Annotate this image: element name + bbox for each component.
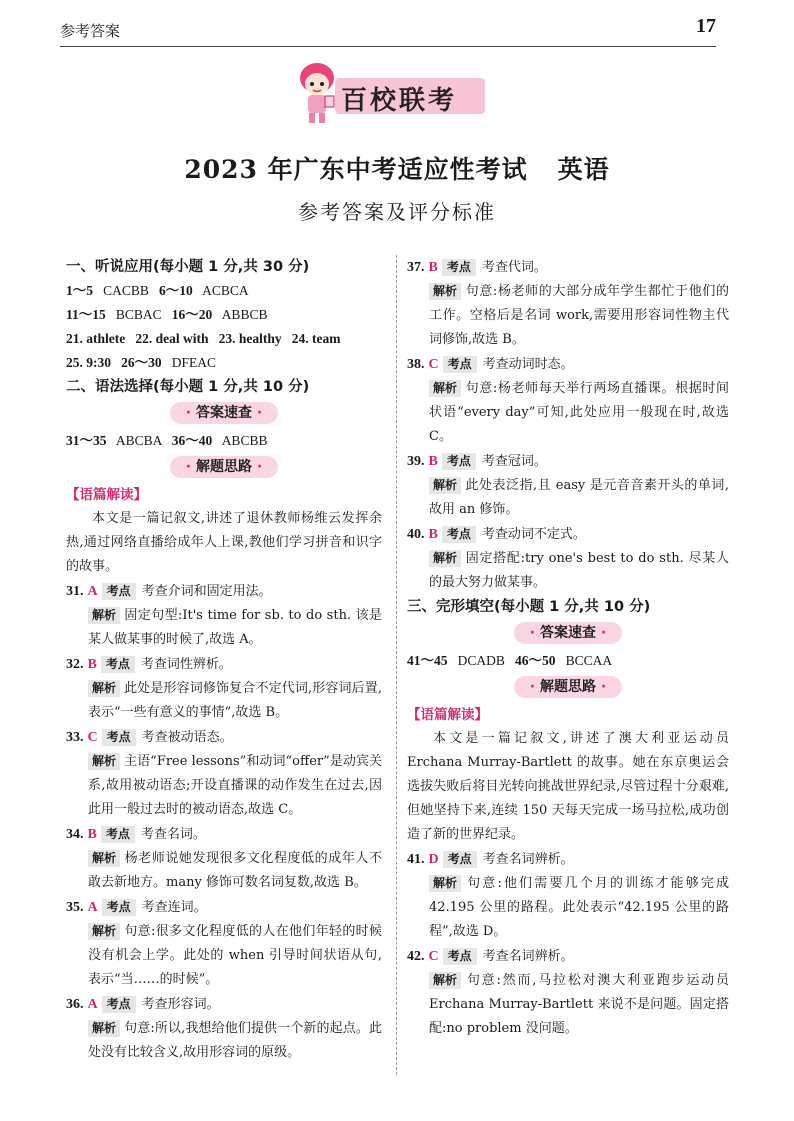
answers-pill-row [407, 622, 729, 646]
question-34: 34. B 考点 考查名词。 [66, 827, 206, 842]
question-36: 36. A 考点 考查形容词。 [66, 997, 220, 1012]
ideas-pill: · 解题思路 · [514, 676, 622, 698]
reading-paragraph: 本文是一篇记叙文,讲述了退休教师杨维云发挥余热,通过网络直播给成年人上课,教他们学习拼音和识字的故事。 [66, 511, 382, 574]
page-title [0, 150, 794, 186]
mascot-icon [295, 60, 341, 126]
reading-tag: 【语篇解读】 [66, 487, 147, 503]
explanation: 解析 固定句型:It's time for sb. to do sth. 该是某人做某事的时候了,故选 A。 [88, 608, 382, 647]
header-divider [60, 46, 716, 47]
question-38: 38. C 考点 考查动词时态。 [407, 357, 574, 372]
section-heading-listening: 一、听说应用(每小题 1 分,共 30 分) [66, 259, 310, 275]
explanation: 解析 杨老师说她发现很多文化程度低的成年人不敢去新地方。many 修饰可数名词复数,故选 B。 [88, 851, 382, 890]
question-41: 41. D 考点 考查名词辨析。 [407, 852, 574, 867]
answer-line: 11～15 BCBAC 16～20 ABBCB [66, 307, 268, 322]
explanation: 解析 主语“Free lessons”和动词“offer”是动宾关系,故用被动语态;开设直播课的动作发生在过去,因此用一般过去时的被动语态,故选 C。 [88, 754, 382, 817]
answer-line: 41～45 DCADB 46～50 BCCAA [407, 653, 613, 668]
reading-tag: 【语篇解读】 [407, 707, 488, 723]
page-subtitle: 参考答案及评分标准 [298, 200, 496, 224]
explanation: 解析 此处是形容词修饰复合不定代词,形容词后置,表示“一些有意义的事情”,故选 B。 [88, 681, 382, 720]
explanation: 解析 句意:很多文化程度低的人在他们年轻的时候没有机会上学。此处的 when 引导时间状语从句,表示“当……的时候”。 [88, 924, 382, 987]
brand-logo [295, 60, 495, 126]
question-39: 39. B 考点 考查冠词。 [407, 454, 547, 469]
exam-title: 2023 年广东中考适应性考试 [184, 155, 528, 184]
ideas-pill-row [66, 456, 382, 480]
page-number: 17 [696, 15, 716, 37]
question-31: 31. A 考点 考查介词和固定用法。 [66, 584, 272, 599]
right-column [407, 255, 729, 1041]
column-divider [396, 255, 397, 1075]
ideas-pill: · 解题思路 · [170, 456, 278, 478]
explanation: 解析 此处表泛指,且 easy 是元音音素开头的单词,故用 an 修饰。 [429, 478, 729, 517]
question-33: 33. C 考点 考查被动语态。 [66, 730, 233, 745]
answer-line: 31～35 ABCBA 36～40 ABCBB [66, 433, 268, 448]
explanation: 解析 句意:所以,我想给他们提供一个新的起点。此处没有比较含义,故用形容词的原级。 [88, 1021, 382, 1060]
explanation: 解析 句意:然而,马拉松对澳大利亚跑步运动员 Erchana Murray-Bartlett 来说不是问题。固定搭配:no problem 没问题。 [429, 973, 729, 1036]
logo-text: 百校联考 [341, 86, 458, 116]
explanation: 解析 句意:杨老师每天举行两场直播课。根据时间状语“every day”可知,此处应用一般现在时,故选 C。 [429, 381, 729, 444]
explanation: 解析 句意:杨老师的大部分成年学生都忙于他们的工作。空格后是名词 work,需要用形容词性物主代词修饰,故选 B。 [429, 284, 729, 347]
reading-paragraph: 本文是一篇记叙文,讲述了澳大利亚运动员 Erchana Murray-Bartlett 的故事。她在东京奥运会选拔失败后将目光转向挑战世界纪录,尽管过程十分艰难,但她坚持下来,连续 150 天每天完成一场马拉松,成功创造了新的世界纪录。 [407, 731, 729, 842]
answer-line: 1～5 CACBB 6～10 ACBCA [66, 283, 249, 298]
question-37: 37. B 考点 考查代词。 [407, 260, 547, 275]
explanation: 解析 固定搭配:try one's best to do sth. 尽某人的最大努力做某事。 [429, 551, 729, 590]
answer-line: 21. athlete 22. deal with 23. healthy 24. team [66, 331, 341, 346]
explanation: 解析 句意:他们需要几个月的训练才能够完成 42.195 公里的路程。此处表示“42.195 公里的路程”,故选 D。 [429, 876, 729, 939]
section-heading-cloze: 三、完形填空(每小题 1 分,共 10 分) [407, 599, 651, 615]
question-40: 40. B 考点 考查动词不定式。 [407, 527, 586, 542]
left-column [66, 255, 382, 1065]
ideas-pill-row [407, 676, 729, 700]
question-42: 42. C 考点 考查名词辨析。 [407, 949, 574, 964]
header-label: 参考答案 [60, 22, 121, 40]
question-35: 35. A 考点 考查连词。 [66, 900, 207, 915]
answers-pill: · 答案速查 · [170, 402, 278, 424]
answer-line: 25. 9:30 26～30 DFEAC [66, 355, 217, 370]
answers-pill-row [66, 402, 382, 426]
subject-title: 英语 [557, 155, 610, 184]
section-heading-grammar: 二、语法选择(每小题 1 分,共 10 分) [66, 379, 310, 395]
question-32: 32. B 考点 考查词性辨析。 [66, 657, 232, 672]
answers-pill: · 答案速查 · [514, 622, 622, 644]
